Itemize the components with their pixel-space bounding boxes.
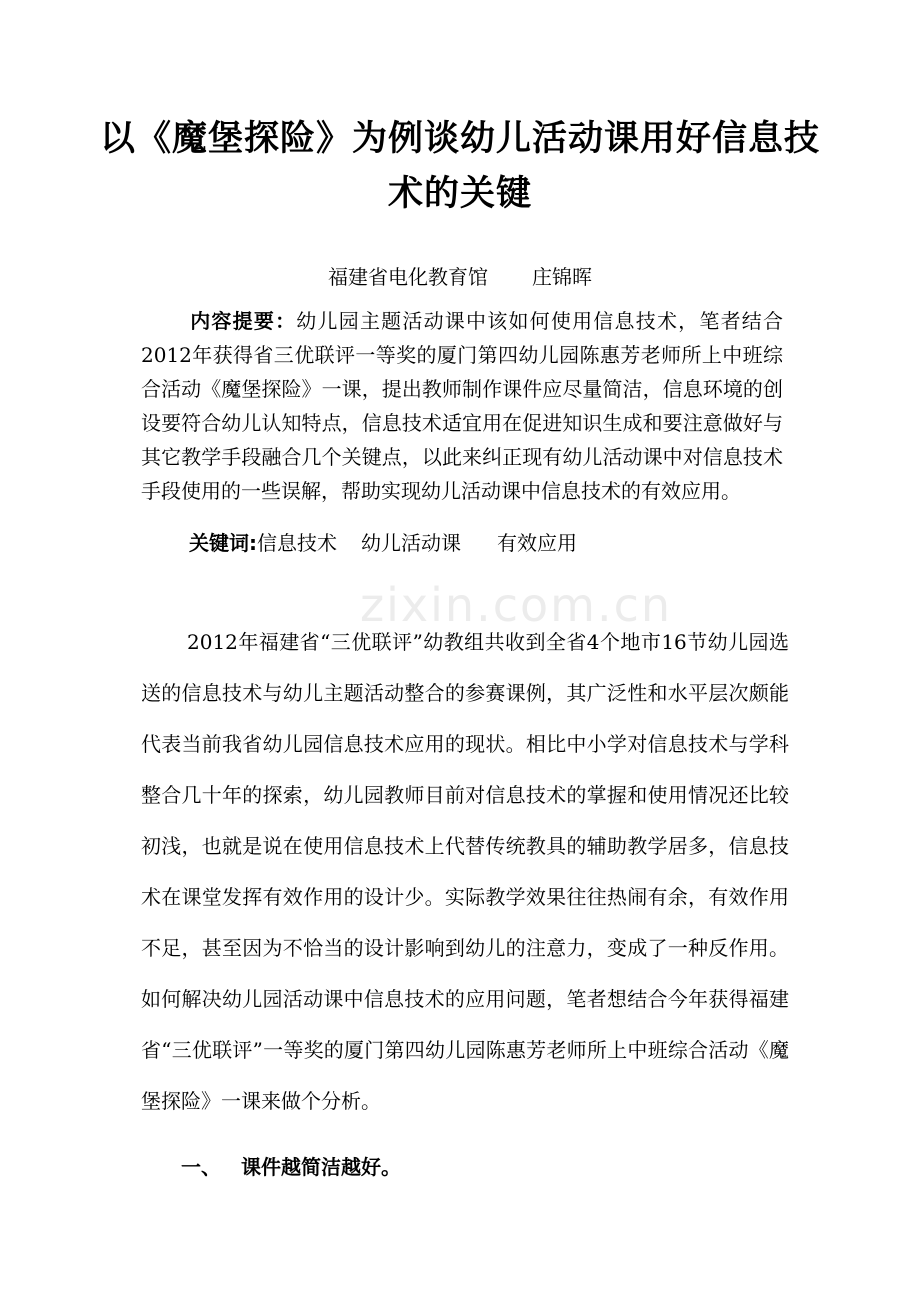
watermark: zixin.com.cn (360, 578, 673, 632)
keyword-item: 幼儿活动课 (361, 531, 461, 555)
keywords-line (189, 526, 789, 560)
author-name: 庄锦晖 (532, 265, 592, 289)
document-title: 以《魔堡探险》为例谈幼儿活动课用好信息技术的关键 (99, 119, 820, 214)
section-heading (181, 1150, 401, 1184)
abstract-paragraph (141, 304, 783, 508)
section-title: 课件越简洁越好。 (241, 1155, 401, 1179)
keyword-item: 信息技术 (257, 531, 337, 555)
body-paragraph (141, 617, 789, 1127)
abstract-label: 内容提要： (189, 309, 297, 333)
section-number: 一、 (181, 1155, 221, 1179)
abstract-text: 幼儿园主题活动课中该如何使用信息技术，笔者结合2012年获得省三优联评一等奖的厦门第四幼儿园陈惠芳老师所上中班综合活动《魔堡探险》一课，提出教师制作课件应尽量简洁，信息环境的创设要符合幼儿认知特点，信息技术适宜用在促进知识生成和要注意做好与其它教学手段融合几个关键点，以此来纠正现有幼儿活动课中对信息技术手段使用的一些误解，帮助实现幼儿活动课中信息技术的有效应用。 (141, 309, 784, 503)
body-paragraph-text: 2012年福建省“三优联评”幼教组共收到全省4个地市16节幼儿园选送的信息技术与幼儿主题活动整合的参赛课例，其广泛性和水平层次颇能代表当前我省幼儿园信息技术应用的现状。相比中小学对信息技术与学科整合几十年的探索，幼儿园教师目前对信息技术的掌握和使用情况还比较初浅，也就是说在使用信息技术上代替传统教具的辅助教学居多，信息技术在课堂发挥有效作用的设计少。实际教学效果往往热闹有余，有效作用不足，甚至因为不恰当的设计影响到幼儿的注意力，变成了一种反作用。如何解决幼儿园活动课中信息技术的应用问题，笔者想结合今年获得福建省“三优联评”一等奖的厦门第四幼儿园陈惠芳老师所上中班综合活动《魔堡探险》一课来做个分析。 (141, 630, 789, 1113)
author-line (0, 262, 920, 292)
keywords-label: 关键词: (189, 531, 257, 555)
author-organization: 福建省电化教育馆 (328, 265, 488, 289)
keyword-item: 有效应用 (497, 531, 577, 555)
